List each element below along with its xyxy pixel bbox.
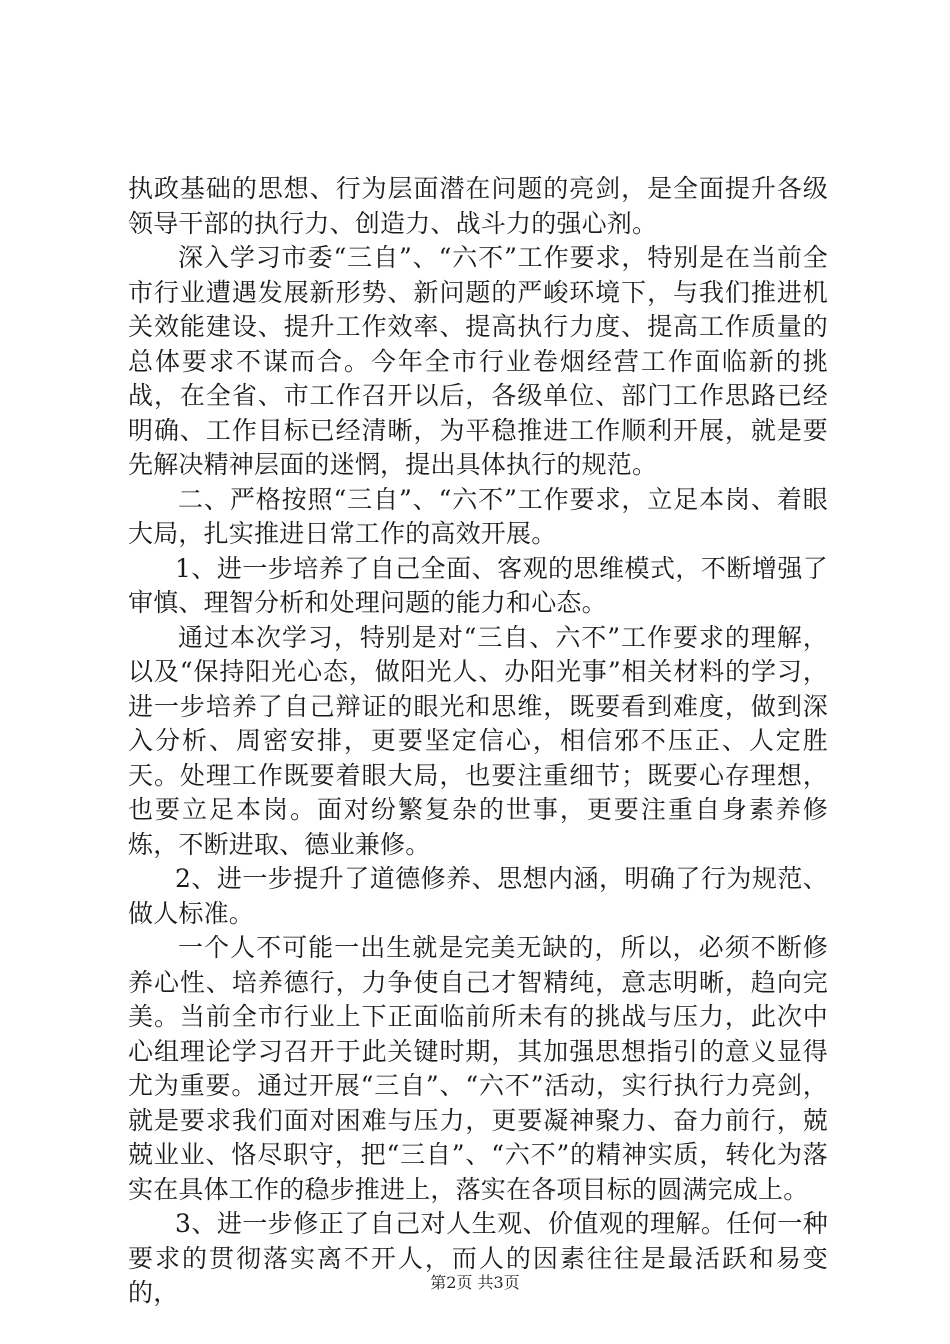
point-three-heading: 3、进一步修正了自己对人生观、价值观的理解。任何一种要求的贯彻落实离不开人，而人的因素往往是最活跃和易变的， bbox=[128, 1209, 828, 1307]
section-heading-two: 二、严格按照“三自”、“六不”工作要求，立足本岗、着眼大局，扎实推进日常工作的高效开展。 bbox=[128, 484, 828, 548]
paragraph-continued: 执政基础的思想、行为层面潜在问题的亮剑，是全面提升各级领导干部的执行力、创造力、战斗力的强心剂。 bbox=[128, 174, 828, 238]
point-one-body: 通过本次学习，特别是对“三自、六不”工作要求的理解，以及“保持阳光心态，做阳光人、办阳光事”相关材料的学习，进一步培养了自己辩证的眼光和思维，既要看到难度，做到深入分析、周密安排，更要坚定信心，相信邪不压正、人定胜天。处理工作既要着眼大局，也要注重细节；既要心存理想，也要立足本岗。面对纷繁复杂的世事，更要注重自身素养修炼，不断进取、德业兼修。 bbox=[128, 622, 828, 859]
paragraph-study-requirements: 深入学习市委“三自”、“六不”工作要求，特别是在当前全市行业遭遇发展新形势、新问题的严峻环境下，与我们推进机关效能建设、提升工作效率、提高执行力度、提高工作质量的总体要求不谋而合。今年全市行业卷烟经营工作面临新的挑战，在全省、市工作召开以后，各级单位、部门工作思路已经明确、工作目标已经清晰，为平稳推进工作顺利开展，就是要先解决精神层面的迷惘，提出具体执行的规范。 bbox=[128, 243, 828, 479]
document-body bbox=[128, 172, 828, 1311]
point-two-heading: 2、进一步提升了道德修养、思想内涵，明确了行为规范、做人标准。 bbox=[128, 864, 828, 928]
point-two-body: 一个人不可能一出生就是完美无缺的，所以，必须不断修养心性、培养德行，力争使自己才智精纯，意志明晰，趋向完美。当前全市行业上下正面临前所未有的挑战与压力，此次中心组理论学习召开于此关键时期，其加强思想指引的意义显得尤为重要。通过开展“三自”、“六不”活动，实行执行力亮剑，就是要求我们面对困难与压力，更要凝神聚力、奋力前行，兢兢业业、恪尽职守，把“三自”、“六不”的精神实质，转化为落实在具体工作的稳步推进上，落实在各项目标的圆满完成上。 bbox=[128, 933, 828, 1204]
page-footer: 第2页 共3页 bbox=[430, 1273, 520, 1292]
point-one-heading: 1、进一步培养了自己全面、客观的思维模式，不断增强了审慎、理智分析和处理问题的能力和心态。 bbox=[128, 553, 828, 617]
